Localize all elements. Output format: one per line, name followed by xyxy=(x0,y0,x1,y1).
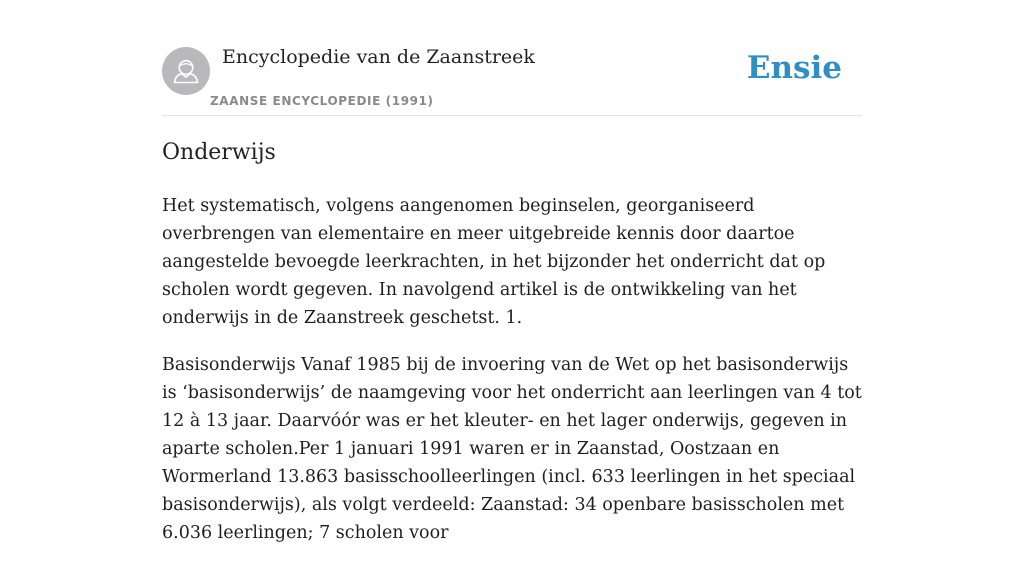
source-header xyxy=(162,40,862,116)
ensie-logo-link[interactable]: Ensie xyxy=(746,50,842,86)
source-subtitle[interactable]: ZAANSE ENCYCLOPEDIE (1991) xyxy=(210,94,434,108)
article-paragraph: Het systematisch, volgens aangenomen beginselen, georganiseerd overbrengen van elementaire en meer uitgebreide kennis door daartoe aangestelde bevoegde leerkrachten, in het bijzonder het onderricht dat op scholen wordt gegeven. In navolgend artikel is de ontwikkeling van het onderwijs in de Zaanstreek geschetst. 1. xyxy=(162,196,826,328)
article-body xyxy=(162,192,864,566)
user-icon xyxy=(162,47,210,95)
source-title[interactable]: Encyclopedie van de Zaanstreek xyxy=(222,46,535,68)
article-paragraph: Basisonderwijs Vanaf 1985 bij de invoering van de Wet op het basisonderwijs is ‘basisonderwijs’ de naamgeving voor het onderricht aan leerlingen van 4 tot 12 à 13 jaar. Daarvóór was er het kleuter- en het lager onderwijs, gegeven in aparte scholen.Per 1 januari 1991 waren er in Zaanstad, Oostzaan en Wormerland 13.863 basisschoolleerlingen (incl. 633 leerlingen in het speciaal basisonderwijs), als volgt verdeeld: Zaanstad: 34 openbare basisscholen met 6.036 leerlingen; 7 scholen voor xyxy=(162,355,862,543)
avatar[interactable] xyxy=(162,47,210,95)
article-title: Onderwijs xyxy=(162,140,276,165)
